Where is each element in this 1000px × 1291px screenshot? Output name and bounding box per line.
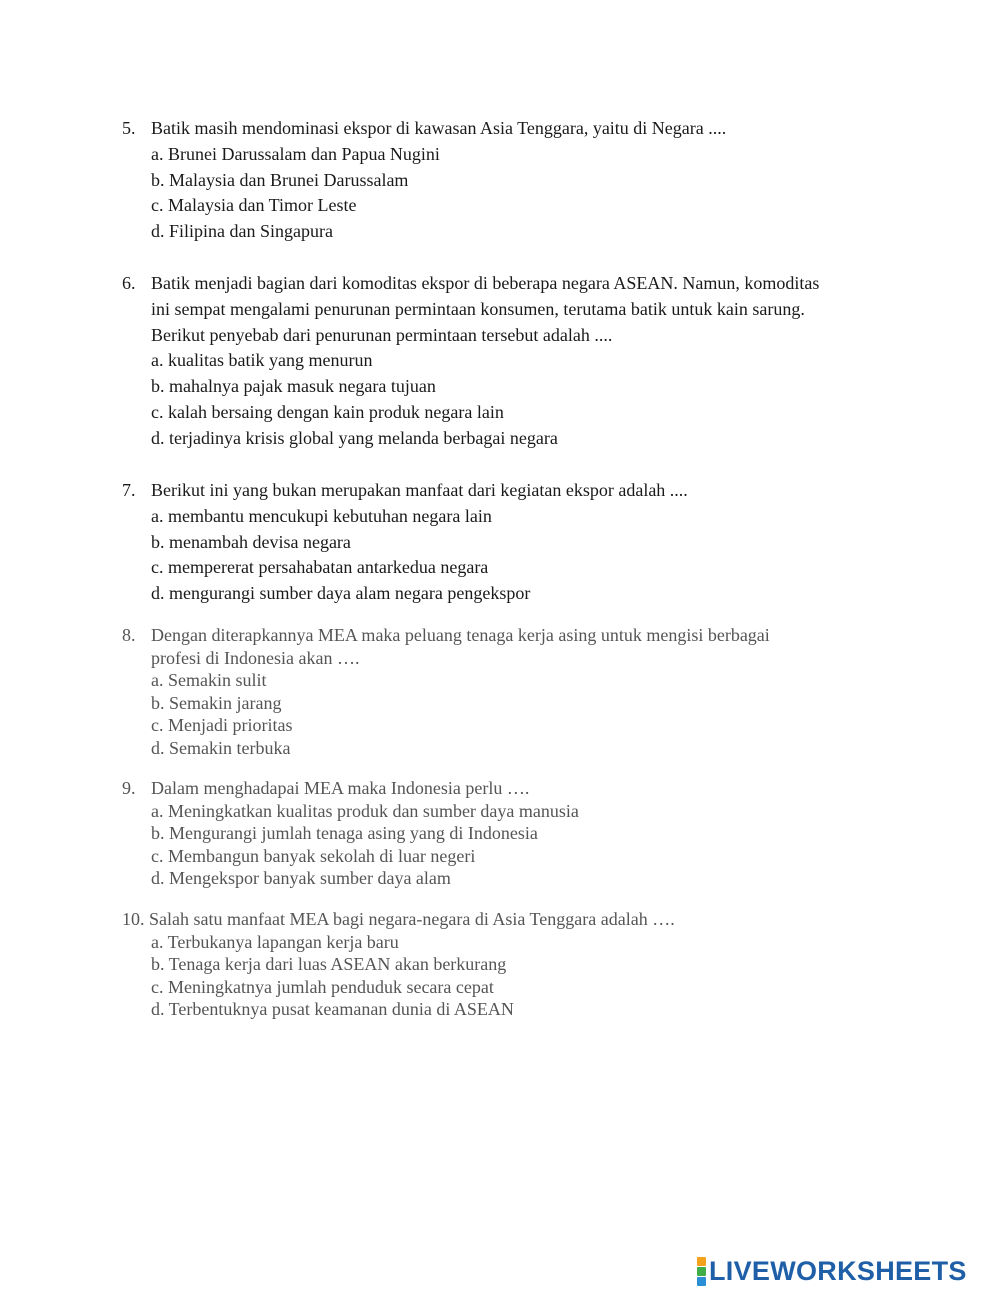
option-b: b. menambah devisa negara — [151, 531, 351, 552]
option-b: b. Malaysia dan Brunei Darussalam — [151, 169, 409, 190]
option-d: d. mengurangi sumber daya alam negara pengekspor — [151, 583, 531, 604]
option-d: d. Mengekspor banyak sumber daya alam — [151, 868, 451, 889]
question-8 — [122, 624, 902, 760]
logo-text: LIVEWORKSHEETS — [709, 1255, 967, 1286]
question-text: Dalam menghadapai MEA maka Indonesia perlu …. — [151, 778, 530, 798]
option-d: d. Terbentuknya pusat keamanan dunia di ASEAN — [151, 999, 514, 1020]
question-text-line-2: profesi di Indonesia akan …. — [151, 647, 360, 668]
question-text-line-1: Batik menjadi bagian dari komoditas ekspor di beberapa negara ASEAN. Namun, komoditas — [151, 273, 820, 293]
question-7 — [122, 478, 902, 607]
option-d: d. terjadinya krisis global yang melanda berbagai negara — [151, 427, 558, 448]
option-a: a. Meningkatkan kualitas produk dan sumber daya manusia — [151, 800, 579, 821]
options-list — [151, 504, 902, 607]
option-c: c. Menjadi prioritas — [151, 715, 293, 736]
option-c: c. mempererat persahabatan antarkedua negara — [151, 557, 489, 578]
logo-cubes-icon — [697, 1257, 706, 1286]
question-5 — [122, 116, 902, 245]
option-c: c. kalah bersaing dengan kain produk negara lain — [151, 401, 504, 422]
question-6 — [122, 271, 902, 452]
question-9 — [122, 777, 902, 890]
logo-cube-blue — [697, 1277, 706, 1286]
option-b: b. Mengurangi jumlah tenaga asing yang di Indonesia — [151, 823, 538, 844]
option-b: b. mahalnya pajak masuk negara tujuan — [151, 376, 436, 397]
question-text-line-3: Berikut penyebab dari penurunan permintaan tersebut adalah .... — [151, 324, 613, 345]
option-d: d. Filipina dan Singapura — [151, 221, 333, 242]
option-a: a. Semakin sulit — [151, 670, 267, 691]
question-10 — [122, 908, 902, 1021]
question-number: 6. — [122, 273, 136, 293]
option-a: a. Brunei Darussalam dan Papua Nugini — [151, 143, 440, 164]
question-number: 7. — [122, 480, 136, 500]
question-text: Batik masih mendominasi ekspor di kawasan Asia Tenggara, yaitu di Negara .... — [151, 118, 727, 138]
option-d: d. Semakin terbuka — [151, 737, 291, 758]
options-list — [151, 348, 902, 451]
options-list — [151, 800, 902, 890]
question-text-line-2: ini sempat mengalami penurunan permintaan konsumen, terutama batik untuk kain sarung. — [151, 298, 805, 319]
question-text-line-1: Dengan diterapkannya MEA maka peluang tenaga kerja asing untuk mengisi berbagai — [151, 625, 770, 645]
question-text-numbered — [122, 908, 902, 931]
question-number: 8. — [122, 625, 136, 645]
option-b: b. Tenaga kerja dari luas ASEAN akan berkurang — [151, 954, 507, 975]
question-number: 5. — [122, 118, 136, 138]
options-list — [151, 669, 902, 759]
option-a: a. kualitas batik yang menurun — [151, 350, 373, 371]
question-number: 10. — [122, 909, 145, 929]
option-a: a. membantu mencukupi kebutuhan negara lain — [151, 505, 492, 526]
liveworksheets-logo — [697, 1256, 967, 1286]
logo-cube-orange — [697, 1257, 706, 1266]
question-text: Salah satu manfaat MEA bagi negara-negara di Asia Tenggara adalah …. — [149, 909, 675, 929]
option-b: b. Semakin jarang — [151, 692, 282, 713]
question-number: 9. — [122, 778, 136, 798]
options-list — [151, 931, 902, 1021]
option-c: c. Membangun banyak sekolah di luar negeri — [151, 845, 476, 866]
option-a: a. Terbukanya lapangan kerja baru — [151, 931, 399, 952]
options-list — [151, 142, 902, 245]
option-c: c. Meningkatnya jumlah penduduk secara cepat — [151, 976, 494, 997]
logo-cube-green — [697, 1267, 706, 1276]
question-text: Berikut ini yang bukan merupakan manfaat dari kegiatan ekspor adalah .... — [151, 480, 688, 500]
option-c: c. Malaysia dan Timor Leste — [151, 195, 357, 216]
